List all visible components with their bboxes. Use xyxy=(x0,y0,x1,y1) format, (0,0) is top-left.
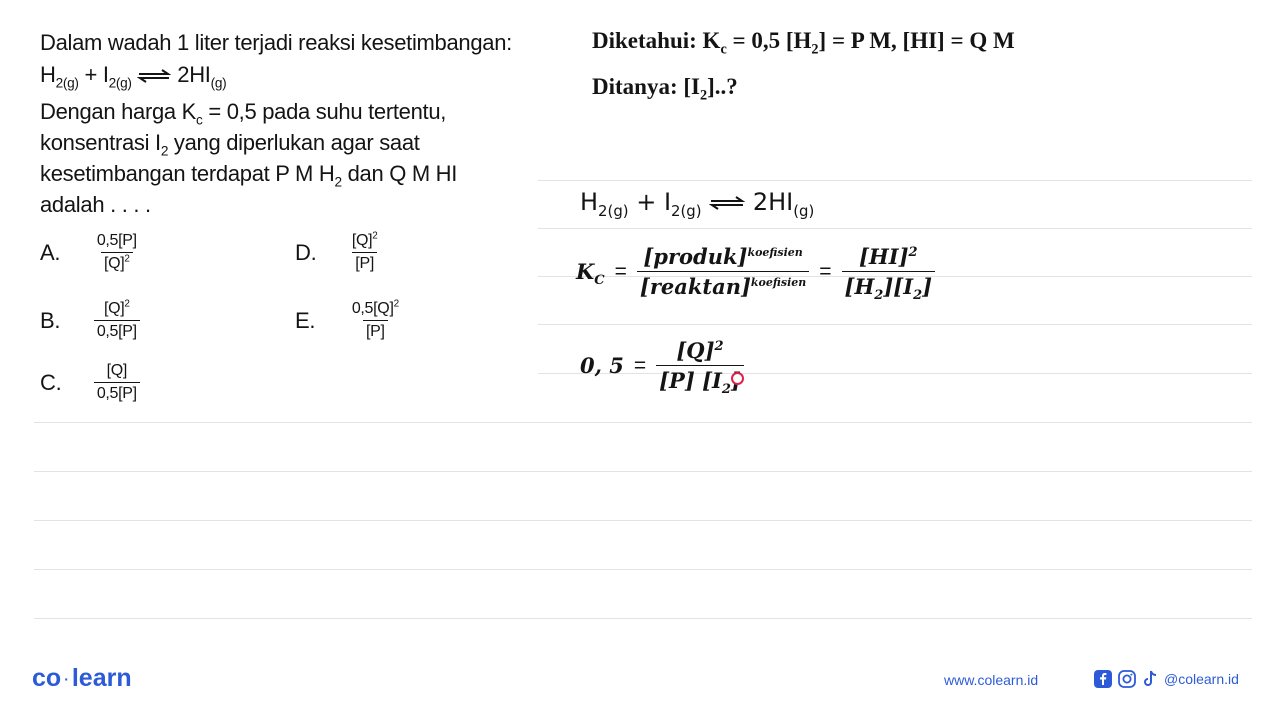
substitution-fraction: $\frac{[Q]^2}{[P] [I_2}$ xyxy=(656,338,744,393)
solution-reaction: $H_{2(g)} + I_{2(g)}$ $2HI_{(g)}$ xyxy=(580,188,815,220)
equilibrium-arrow-icon xyxy=(709,196,745,210)
brand-logo[interactable] xyxy=(32,664,132,693)
tiktok-icon[interactable] xyxy=(1142,670,1158,688)
social-row xyxy=(1094,670,1239,688)
question-reaction xyxy=(40,62,227,91)
substitution-step xyxy=(580,338,744,398)
plus-sign: + xyxy=(84,62,97,87)
brand-part-a: co xyxy=(32,664,62,692)
option-c[interactable] xyxy=(40,362,140,403)
question-line-1: Dengan harga $K_c = 0,5$ pada suhu tertentu, xyxy=(40,99,447,128)
kc-expression xyxy=(576,244,935,304)
question-body xyxy=(40,96,540,220)
option-letter: B. xyxy=(40,307,61,333)
equals-sign: = xyxy=(614,259,627,283)
option-fraction: $\frac{0,5[P]}{[Q]^2}$ xyxy=(96,232,137,272)
reactant-i: I xyxy=(102,62,109,87)
question-line-4: adalah . . . . xyxy=(40,192,151,217)
option-fraction: $\frac{[Q]^2}{[P]}$ xyxy=(351,230,378,272)
question-intro xyxy=(40,30,512,56)
facebook-icon[interactable] xyxy=(1094,670,1112,688)
option-fraction: $\frac{[Q]}{0,5[P]}$ xyxy=(94,362,140,403)
kc-value: 0, 5 xyxy=(580,353,624,378)
rule-line xyxy=(538,180,1252,181)
option-a[interactable] xyxy=(40,232,140,273)
equals-sign: = xyxy=(633,353,647,377)
instagram-icon[interactable] xyxy=(1118,670,1136,688)
rule-line xyxy=(34,520,1252,521)
reactant-h: H xyxy=(40,62,56,87)
rule-line xyxy=(34,422,1252,423)
known-line: Diketahui: $K_c = 0,5$ $[H_2] = P$ M, [HI] = Q M xyxy=(592,28,1015,58)
rule-line xyxy=(538,228,1252,229)
option-letter: E. xyxy=(295,307,316,333)
reactant-h-sub: 2(g) xyxy=(55,75,79,91)
kc-specific-fraction: $\frac{[HI]^2}{[H_2][I_2]}$ xyxy=(842,244,936,299)
rule-line xyxy=(34,569,1252,570)
kc-symbol: $K_C$ xyxy=(576,259,605,289)
equilibrium-arrow-icon xyxy=(137,69,171,83)
brand-dot-icon: · xyxy=(64,671,69,688)
product-hi-sub: (g) xyxy=(210,75,227,91)
website-link[interactable]: www.colearn.id xyxy=(944,672,1039,688)
option-letter: D. xyxy=(295,239,317,265)
question-line-3: kesetimbangan terdapat P M $H_2$ dan Q M HI xyxy=(40,161,458,190)
question-intro-text: Dalam wadah 1 liter terjadi reaksi kesetimbangan: xyxy=(40,30,512,55)
kc-general-fraction: $\frac{[produk]^{koefisien}}{[reaktan]^{koefisien}}$ xyxy=(637,244,809,299)
option-fraction: $\frac{0,5[Q]^2}{[P]}$ xyxy=(351,298,399,340)
rule-line xyxy=(538,324,1252,325)
asked-line: Ditanya: $[I_2]$..? xyxy=(592,74,738,104)
option-d[interactable] xyxy=(295,232,380,273)
rule-line xyxy=(34,618,1252,619)
option-letter: C. xyxy=(40,369,62,395)
option-letter: A. xyxy=(40,239,61,265)
equals-sign: = xyxy=(819,259,832,283)
reactant-i-sub: 2(g) xyxy=(108,75,132,91)
option-b[interactable] xyxy=(40,300,140,341)
pen-cursor-icon xyxy=(731,372,744,385)
social-handle[interactable]: @colearn.id xyxy=(1164,671,1239,687)
option-e[interactable] xyxy=(295,300,402,341)
brand-part-b: learn xyxy=(71,664,132,692)
product-hi: 2HI xyxy=(177,62,211,87)
rule-line xyxy=(34,471,1252,472)
question-line-2: konsentrasi $I_2$ yang diperlukan agar saat xyxy=(40,130,420,159)
option-fraction: $\frac{[Q]^2}{0,5[P]}$ xyxy=(94,300,140,341)
